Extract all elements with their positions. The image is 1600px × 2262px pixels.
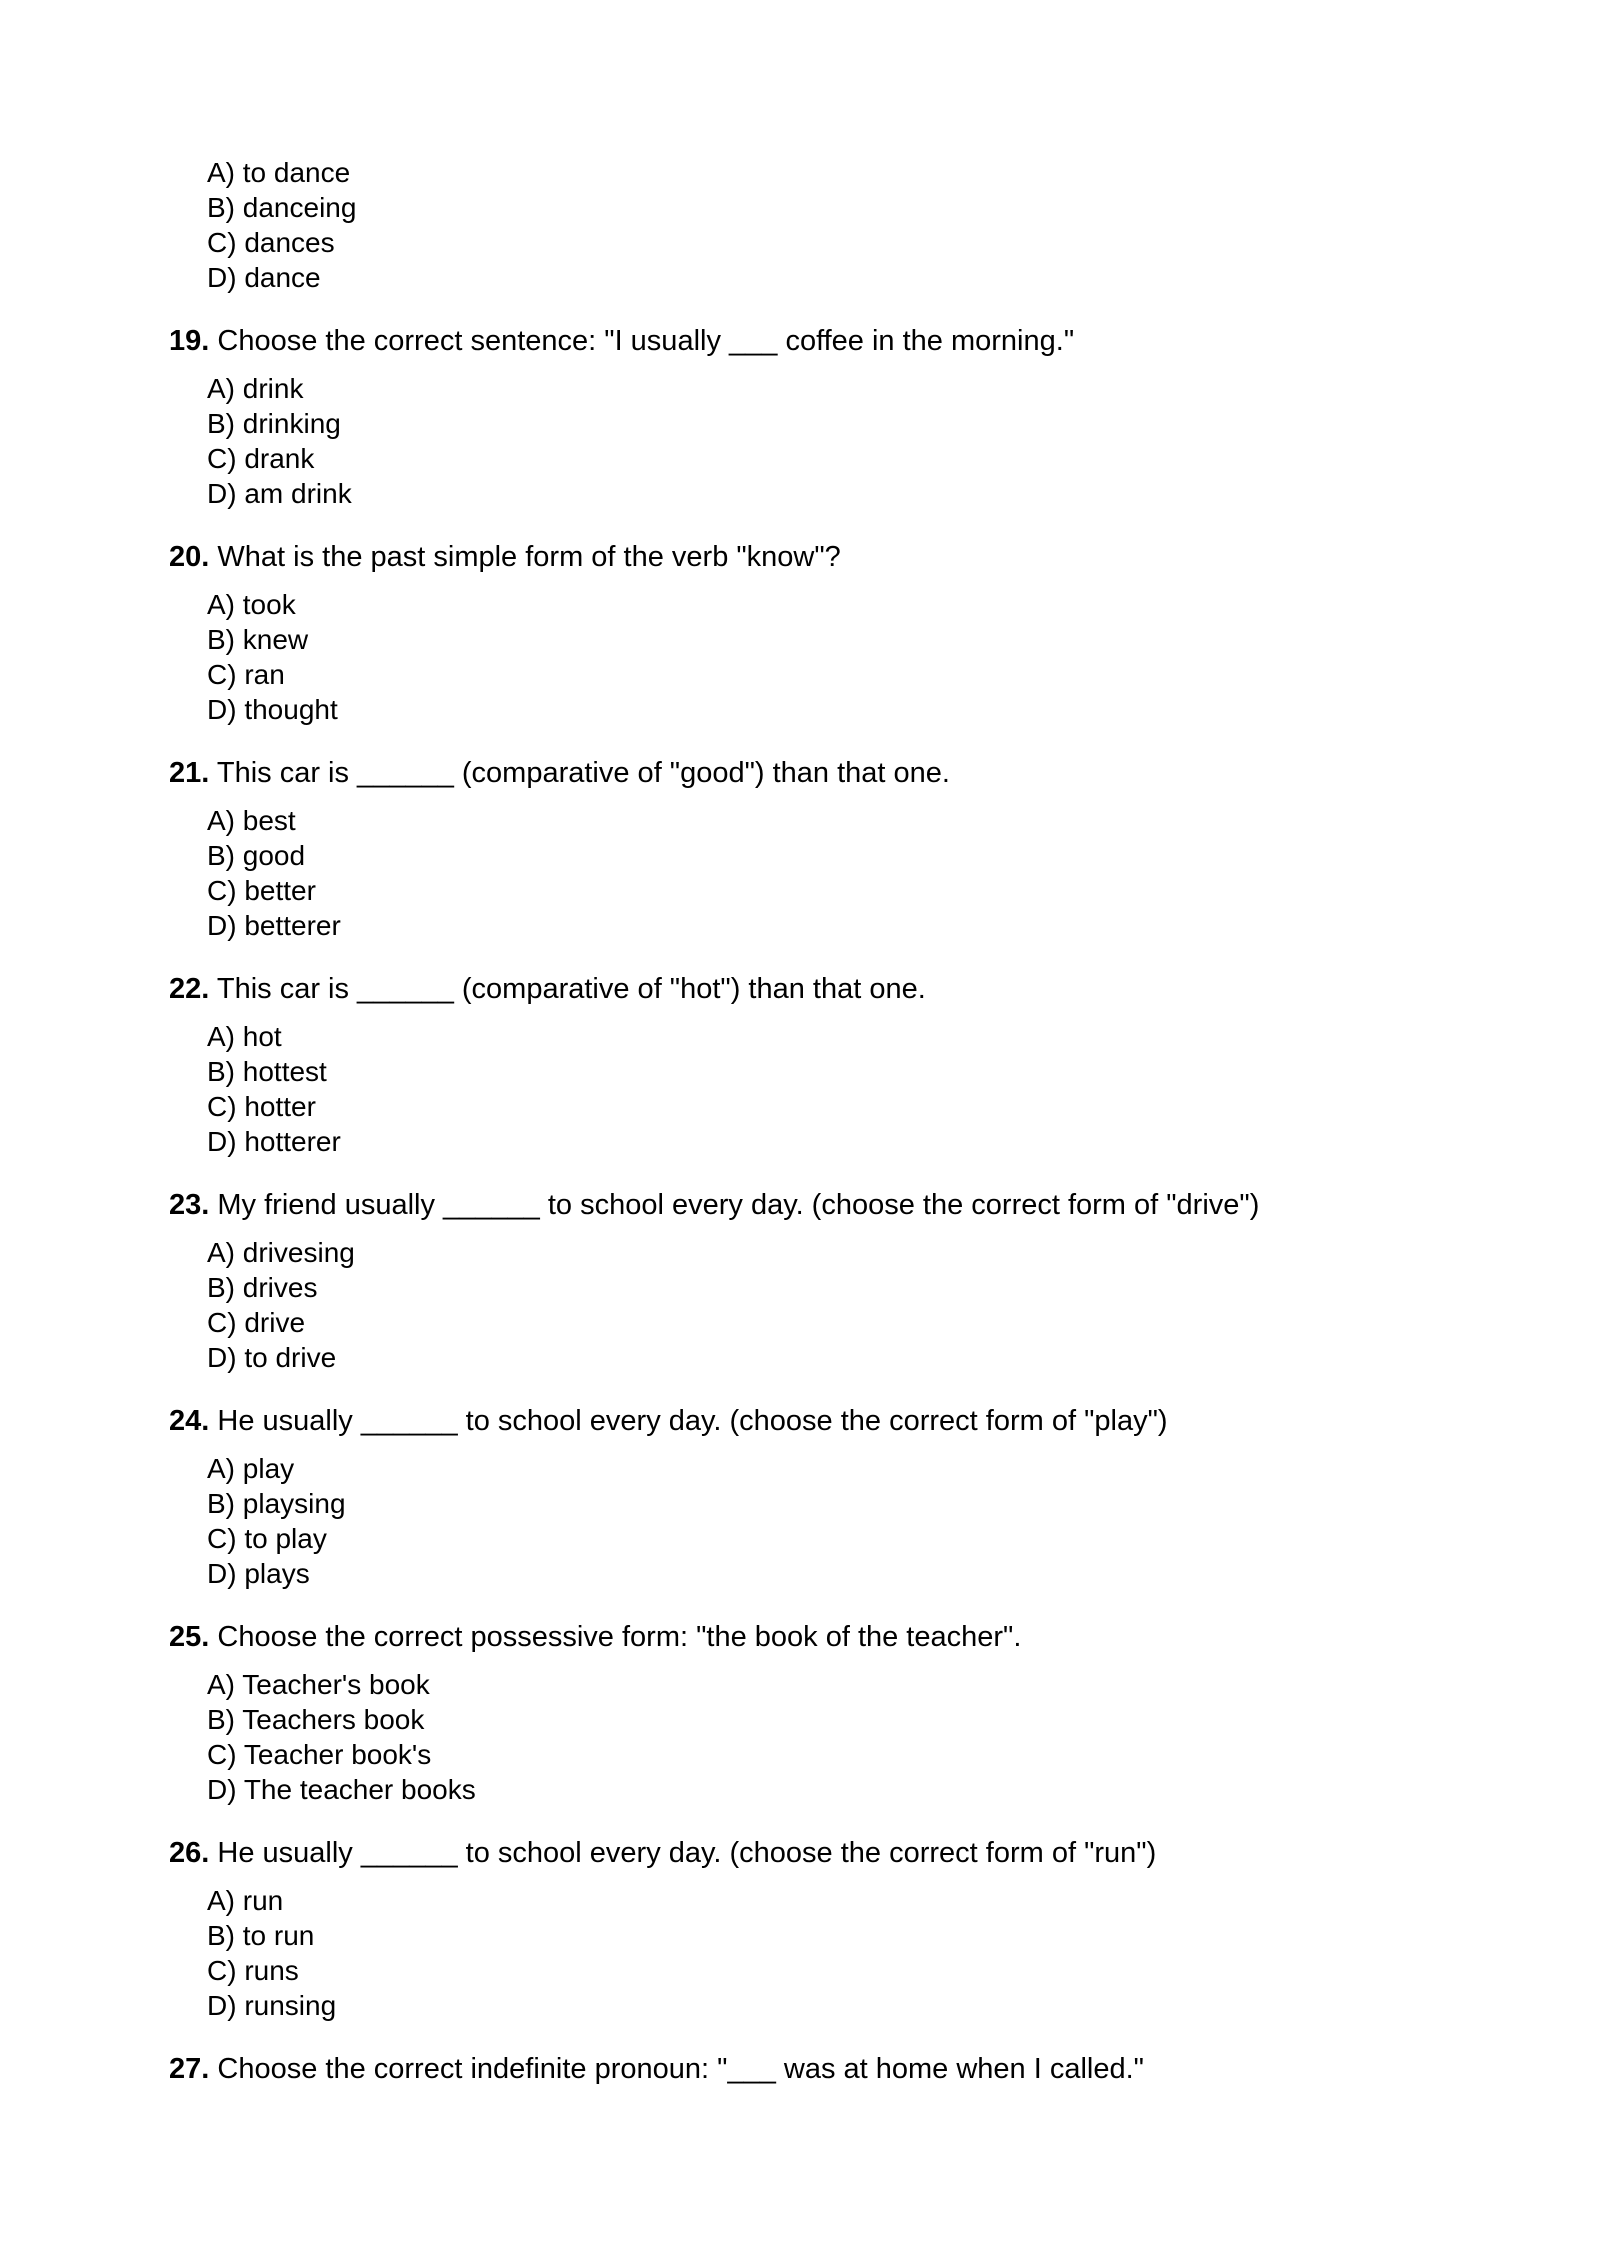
option: C) to play bbox=[207, 1523, 327, 1554]
question-number: 25. bbox=[169, 1621, 210, 1653]
question-24 bbox=[169, 1403, 1168, 1439]
option: C) dances bbox=[207, 227, 335, 258]
leading-options bbox=[207, 155, 356, 295]
option: D) dance bbox=[207, 262, 321, 293]
option: D) The teacher books bbox=[207, 1774, 476, 1805]
option: D) betterer bbox=[207, 910, 341, 941]
option: A) hot bbox=[207, 1021, 282, 1052]
question-26 bbox=[169, 1835, 1156, 1871]
option: C) drive bbox=[207, 1307, 306, 1338]
question-22-options bbox=[207, 1019, 341, 1159]
option: B) good bbox=[207, 840, 306, 871]
question-text: My friend usually ______ to school every day. (choose the correct form of "drive") bbox=[217, 1189, 1260, 1221]
option: B) playsing bbox=[207, 1488, 346, 1519]
option: C) ran bbox=[207, 659, 285, 690]
question-23 bbox=[169, 1187, 1259, 1223]
option: C) hotter bbox=[207, 1091, 316, 1122]
option: A) best bbox=[207, 805, 296, 836]
question-21 bbox=[169, 755, 950, 791]
question-22 bbox=[169, 971, 926, 1007]
option: C) better bbox=[207, 875, 316, 906]
option: D) runsing bbox=[207, 1990, 337, 2021]
option: B) hottest bbox=[207, 1056, 327, 1087]
question-text: Choose the correct indefinite pronoun: "___ was at home when I called." bbox=[217, 2053, 1144, 2085]
question-text: He usually ______ to school every day. (choose the correct form of "play") bbox=[217, 1405, 1168, 1437]
question-number: 21. bbox=[169, 757, 210, 789]
option: D) to drive bbox=[207, 1342, 337, 1373]
question-number: 26. bbox=[169, 1837, 210, 1869]
option: D) plays bbox=[207, 1558, 310, 1589]
option: C) Teacher book's bbox=[207, 1739, 432, 1770]
question-text: He usually ______ to school every day. (choose the correct form of "run") bbox=[217, 1837, 1157, 1869]
option: A) run bbox=[207, 1885, 284, 1916]
question-number: 19. bbox=[169, 325, 210, 357]
question-27 bbox=[169, 2051, 1144, 2087]
question-text: Choose the correct sentence: "I usually ___ coffee in the morning." bbox=[217, 325, 1075, 357]
option: D) hotterer bbox=[207, 1126, 341, 1157]
option: A) play bbox=[207, 1453, 295, 1484]
question-23-options bbox=[207, 1235, 355, 1375]
option: D) am drink bbox=[207, 478, 352, 509]
option: B) danceing bbox=[207, 192, 357, 223]
question-number: 22. bbox=[169, 973, 210, 1005]
question-20 bbox=[169, 539, 841, 575]
question-number: 27. bbox=[169, 2053, 210, 2085]
option: D) thought bbox=[207, 694, 338, 725]
option: B) knew bbox=[207, 624, 309, 655]
question-text: This car is ______ (comparative of "good") than that one. bbox=[216, 757, 950, 789]
question-20-options bbox=[207, 587, 338, 727]
option: B) Teachers book bbox=[207, 1704, 425, 1735]
option: A) Teacher's book bbox=[207, 1669, 430, 1700]
question-21-options bbox=[207, 803, 341, 943]
question-number: 24. bbox=[169, 1405, 210, 1437]
question-number: 23. bbox=[169, 1189, 210, 1221]
option: A) drivesing bbox=[207, 1237, 355, 1268]
question-number: 20. bbox=[169, 541, 210, 573]
option: C) drank bbox=[207, 443, 315, 474]
question-25 bbox=[169, 1619, 1021, 1655]
question-26-options bbox=[207, 1883, 336, 2023]
option: A) to dance bbox=[207, 157, 351, 188]
option: B) drinking bbox=[207, 408, 341, 439]
question-text: Choose the correct possessive form: "the book of the teacher". bbox=[217, 1621, 1022, 1653]
question-24-options bbox=[207, 1451, 346, 1591]
option: B) drives bbox=[207, 1272, 318, 1303]
question-25-options bbox=[207, 1667, 476, 1807]
option: C) runs bbox=[207, 1955, 299, 1986]
option: B) to run bbox=[207, 1920, 315, 1951]
question-19 bbox=[169, 323, 1074, 359]
option: A) took bbox=[207, 589, 296, 620]
option: A) drink bbox=[207, 373, 304, 404]
question-19-options bbox=[207, 371, 352, 511]
question-text: This car is ______ (comparative of "hot") than that one. bbox=[216, 973, 926, 1005]
question-text: What is the past simple form of the verb "know"? bbox=[217, 541, 841, 573]
